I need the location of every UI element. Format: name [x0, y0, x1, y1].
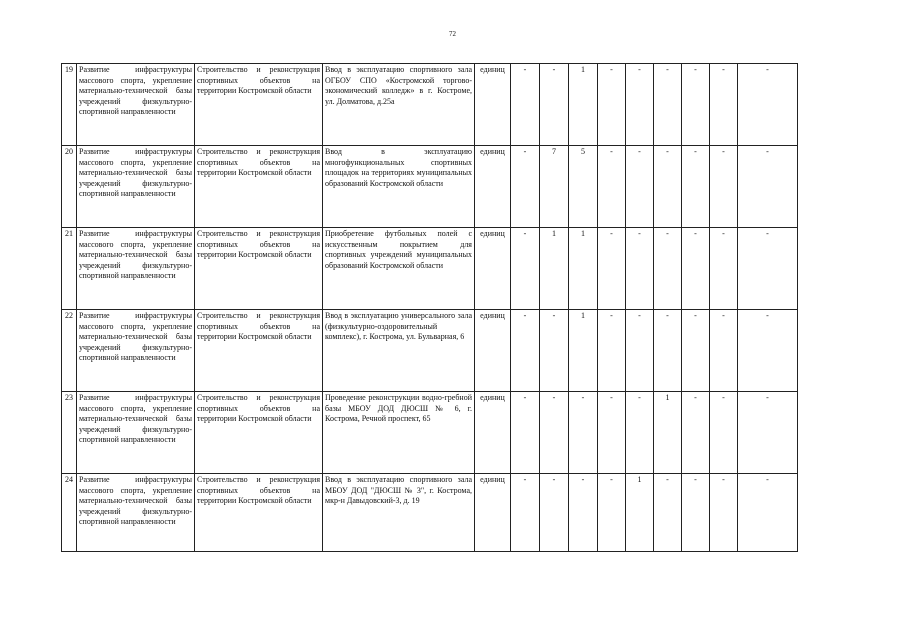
year-value-cell: -: [540, 310, 569, 392]
year-value-cell: -: [654, 310, 682, 392]
year-value-cell: -: [598, 392, 626, 474]
total-value-cell: -: [738, 310, 798, 392]
year-value-cell: -: [511, 64, 540, 146]
program-direction-cell: Развитие инфраструктуры массового спорта, укрепление материально-технической базы учреждений физкультурно-спортивной направленности: [77, 146, 195, 228]
row-number: 24: [62, 474, 77, 552]
total-value-cell: -: [738, 474, 798, 552]
year-value-cell: -: [598, 228, 626, 310]
table-row: [62, 474, 798, 552]
row-number: 21: [62, 228, 77, 310]
year-value-cell: -: [511, 228, 540, 310]
year-value-cell: -: [511, 392, 540, 474]
event-cell: Строительство и реконструкция спортивных объектов на территории Костромской области: [195, 474, 323, 552]
event-cell: Строительство и реконструкция спортивных объектов на территории Костромской области: [195, 392, 323, 474]
indicator-cell: Ввод в эксплуатацию спортивного зала ОГБОУ СПО «Костромской торгово-экономический колледж» в г. Костроме, ул. Долматова, д.25а: [323, 64, 475, 146]
indicator-cell: Ввод в эксплуатацию спортивного зала МБОУ ДОД "ДЮСШ № 3", г. Кострома, мкр-н Давыдовский-3, д. 19: [323, 474, 475, 552]
indicator-cell: Приобретение футбольных полей с искусственным покрытием для спортивных учреждений муниципальных образований Костромской области: [323, 228, 475, 310]
program-direction-cell: Развитие инфраструктуры массового спорта, укрепление материально-технической базы учреждений физкультурно-спортивной направленности: [77, 474, 195, 552]
event-cell: Строительство и реконструкция спортивных объектов на территории Костромской области: [195, 228, 323, 310]
event-cell: Строительство и реконструкция спортивных объектов на территории Костромской области: [195, 64, 323, 146]
table-row: [62, 228, 798, 310]
unit-cell: единиц: [475, 146, 511, 228]
year-value-cell: -: [626, 146, 654, 228]
unit-cell: единиц: [475, 64, 511, 146]
year-value-cell: -: [682, 310, 710, 392]
year-value-cell: -: [598, 146, 626, 228]
indicator-cell: Ввод в эксплуатацию многофункциональных спортивных площадок на территориях муниципальных образований Костромской области: [323, 146, 475, 228]
year-value-cell: -: [540, 474, 569, 552]
row-number: 19: [62, 64, 77, 146]
year-value-cell: -: [511, 146, 540, 228]
total-value-cell: -: [738, 146, 798, 228]
page-number: 72: [449, 30, 456, 38]
program-direction-cell: Развитие инфраструктуры массового спорта, укрепление материально-технической базы учреждений физкультурно-спортивной направленности: [77, 64, 195, 146]
year-value-cell: -: [598, 474, 626, 552]
year-value-cell: -: [626, 310, 654, 392]
indicator-cell: Проведение реконструкции водно-гребной базы МБОУ ДОД ДЮСШ № 6, г. Кострома, Речной проспект, 65: [323, 392, 475, 474]
total-value-cell: -: [738, 392, 798, 474]
table-row: [62, 392, 798, 474]
year-value-cell: -: [540, 64, 569, 146]
year-value-cell: 5: [569, 146, 598, 228]
event-cell: Строительство и реконструкция спортивных объектов на территории Костромской области: [195, 146, 323, 228]
year-value-cell: -: [682, 146, 710, 228]
year-value-cell: 1: [569, 228, 598, 310]
year-value-cell: -: [598, 64, 626, 146]
row-number: 20: [62, 146, 77, 228]
event-cell: Строительство и реконструкция спортивных объектов на территории Костромской области: [195, 310, 323, 392]
total-value-cell: -: [738, 64, 798, 146]
year-value-cell: -: [540, 392, 569, 474]
table-row: [62, 146, 798, 228]
year-value-cell: -: [710, 228, 738, 310]
year-value-cell: 1: [626, 474, 654, 552]
year-value-cell: -: [626, 392, 654, 474]
indicators-table: [61, 63, 798, 552]
unit-cell: единиц: [475, 392, 511, 474]
year-value-cell: -: [710, 474, 738, 552]
year-value-cell: -: [710, 64, 738, 146]
year-value-cell: 1: [540, 228, 569, 310]
row-number: 23: [62, 392, 77, 474]
year-value-cell: -: [654, 228, 682, 310]
year-value-cell: 1: [569, 64, 598, 146]
table-row: [62, 64, 798, 146]
year-value-cell: -: [654, 64, 682, 146]
year-value-cell: -: [654, 474, 682, 552]
year-value-cell: -: [710, 310, 738, 392]
table-row: [62, 310, 798, 392]
year-value-cell: -: [626, 228, 654, 310]
indicator-cell: Ввод в эксплуатацию универсального зала (физкультурно-оздоровительный комплекс), г. Кострома, ул. Бульварная, 6: [323, 310, 475, 392]
year-value-cell: -: [710, 146, 738, 228]
total-value-cell: -: [738, 228, 798, 310]
year-value-cell: -: [682, 228, 710, 310]
year-value-cell: -: [654, 146, 682, 228]
year-value-cell: -: [511, 310, 540, 392]
program-direction-cell: Развитие инфраструктуры массового спорта, укрепление материально-технической базы учреждений физкультурно-спортивной направленности: [77, 392, 195, 474]
year-value-cell: -: [682, 474, 710, 552]
year-value-cell: -: [682, 64, 710, 146]
year-value-cell: 1: [569, 310, 598, 392]
year-value-cell: -: [569, 392, 598, 474]
unit-cell: единиц: [475, 228, 511, 310]
year-value-cell: -: [626, 64, 654, 146]
year-value-cell: -: [598, 310, 626, 392]
year-value-cell: 7: [540, 146, 569, 228]
year-value-cell: -: [569, 474, 598, 552]
unit-cell: единиц: [475, 310, 511, 392]
year-value-cell: 1: [654, 392, 682, 474]
unit-cell: единиц: [475, 474, 511, 552]
year-value-cell: -: [710, 392, 738, 474]
year-value-cell: -: [682, 392, 710, 474]
program-direction-cell: Развитие инфраструктуры массового спорта, укрепление материально-технической базы учреждений физкультурно-спортивной направленности: [77, 228, 195, 310]
program-direction-cell: Развитие инфраструктуры массового спорта, укрепление материально-технической базы учреждений физкультурно-спортивной направленности: [77, 310, 195, 392]
year-value-cell: -: [511, 474, 540, 552]
row-number: 22: [62, 310, 77, 392]
